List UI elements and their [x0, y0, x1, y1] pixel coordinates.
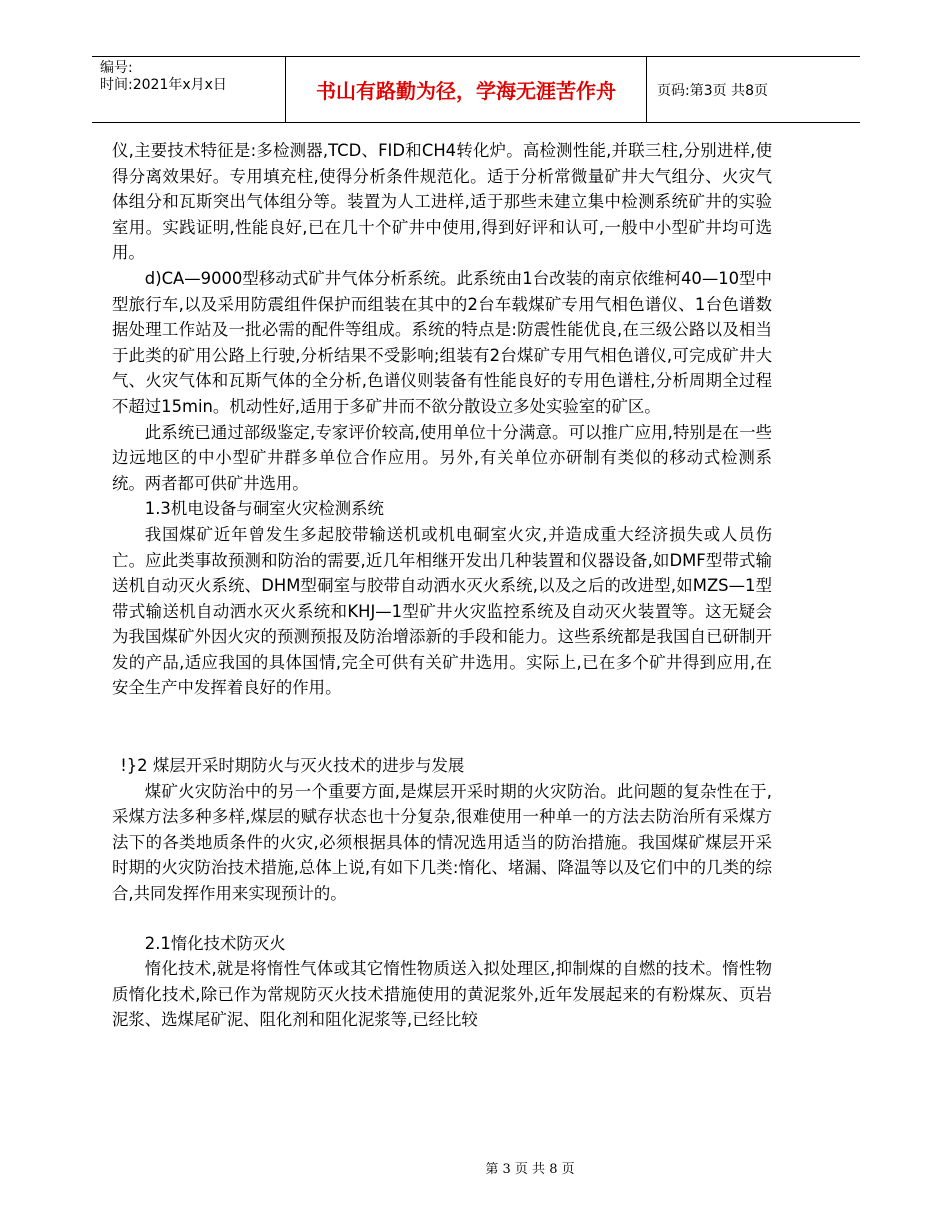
section-heading-2: !}2 煤层开采时期防火与灭火技术的进步与发展	[120, 756, 465, 776]
spacer	[112, 907, 772, 931]
page-header	[92, 56, 860, 123]
header-page-info: 页码:第3页 共8页	[657, 82, 768, 99]
paragraph: 惰化技术,就是将惰性气体或其它惰性物质送入拟处理区,抑制煤的自燃的技术。惰性物质惰化技术,除已作为常规防灭火技术措施使用的黄泥浆外,近年发展起来的有粉煤灰、页岩泥浆、选煤尾矿泥、阻化剂和阻化泥浆等,已经比较	[112, 959, 772, 1030]
document-body	[112, 138, 772, 1033]
paragraph: d)CA—9000型移动式矿井气体分析系统。此系统由1台改装的南京依维柯40—10型中型旅行车,以及采用防震组件保护而组装在其中的2台车载煤矿专用气相色谱仪、1台色谱数据处理工作站及一批必需的配件等组成。系统的特点是:防震性能优良,在三级公路以及相当于此类的矿用公路上行驶,分析结果不受影响;组装有2台煤矿专用气相色谱仪,可完成矿井大气、火灾气体和瓦斯气体的全分析,色谱仪则装备有性能良好的专用色谱柱,分析周期全过程不超过15min。机动性好,适用于多矿井而不欲分散设立多处实验室的矿区。	[112, 268, 772, 416]
paragraph: 此系统已通过部级鉴定,专家评价较高,使用单位十分满意。可以推广应用,特别是在一些边远地区的中小型矿井群多单位合作应用。另外,有关单位亦研制有类似的移动式检测系统。两者都可供矿井选用。	[112, 422, 772, 493]
paragraph: 仪,主要技术特征是:多检测器,TCD、FID和CH4转化炉。高检测性能,并联三柱,分别进样,使得分离效果好。专用填充柱,使得分析条件规范化。适于分析常微量矿井大气组分、火灾气体组分和瓦斯突出气体组分等。装置为人工进样,适于那些未建立集中检测系统矿井的实验室用。实践证明,性能良好,已在几十个矿井中使用,得到好评和认可,一般中小型矿井均可选用。	[112, 141, 772, 263]
header-meta	[100, 60, 285, 94]
document-time: 时间:2021年x月x日	[100, 77, 227, 93]
paragraph: 我国煤矿近年曾发生多起胶带输送机或机电硐室火灾,并造成重大经济损失或人员伤亡。应此类事故预测和防治的需要,近几年相继开发出几种装置和仪器设备,如DMF型带式输送机自动灭火系统、DHM型硐室与胶带自动洒水灭火系统,以及之后的改进型,如MZS—1型带式输送机自动洒水灭火系统和KHJ—1型矿井火灾监控系统及自动灭火装置等。这无疑会为我国煤矿外因火灾的预测预报及防治增添新的手段和能力。这些系统都是我国自已研制开发的产品,适应我国的具体国情,完全可供有关矿井选用。实际上,已在多个矿井得到应用,在安全生产中发挥着良好的作用。	[112, 524, 772, 698]
document-number-label: 编号:	[100, 60, 133, 76]
section-heading-1-3: 1.3机电设备与硐室火灾检测系统	[144, 499, 384, 519]
page-footer: 第 3 页 共 8 页	[485, 1162, 575, 1177]
paragraph: 煤矿火灾防治中的另一个重要方面,是煤层开采时期的火灾防治。此问题的复杂性在于,采煤方法多种多样,煤层的赋存状态也十分复杂,很难使用一种单一的方法去防治所有采煤方法下的各类地质条件的火灾,必须根据具体的情况选用适当的防治措施。我国煤矿煤层开采时期的火灾防治技术措施,总体上说,有如下几类:惰化、堵漏、降温等以及它们中的几类的综合,共同发挥作用来实现预计的。	[112, 781, 772, 904]
spacer	[112, 701, 772, 753]
header-motto: 书山有路勤为径，学海无涯苦作舟	[285, 57, 647, 122]
section-heading-2-1: 2.1惰化技术防灭火	[144, 933, 286, 953]
